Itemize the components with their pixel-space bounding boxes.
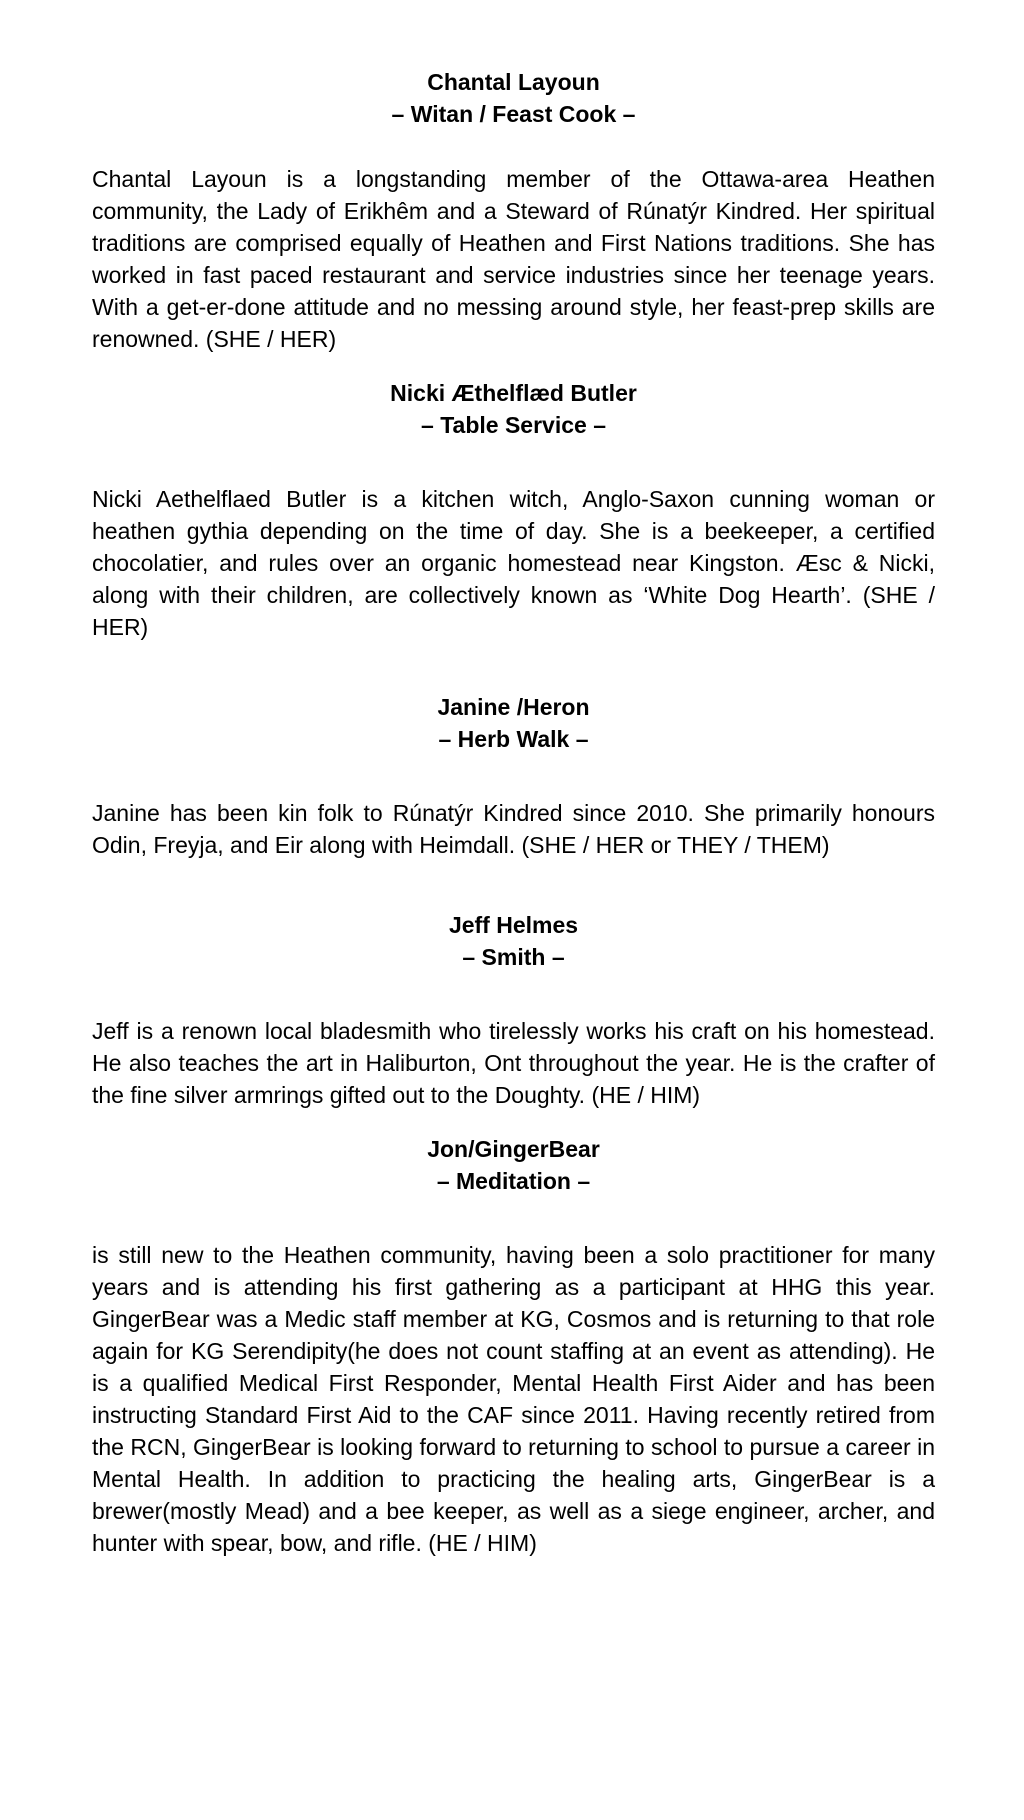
entry-jeff-helmes [92, 909, 935, 1111]
entry-role: – Witan / Feast Cook – [391, 101, 636, 127]
entry-role: – Meditation – [436, 1168, 591, 1194]
entry-jon-gingerbear [92, 1133, 935, 1559]
entry-bio: Janine has been kin folk to Rúnatýr Kindred since 2010. She primarily honours Odin, Freyja, and Eir along with Heimdall. (SHE / HER or THEY / THEM) [92, 800, 935, 858]
entry-name: Chantal Layoun [427, 69, 600, 95]
entry-name: Jon/GingerBear [427, 1136, 600, 1162]
staff-bios-page [92, 66, 935, 1559]
entry-nicki-butler [92, 377, 935, 643]
entry-bio: Nicki Aethelflaed Butler is a kitchen witch, Anglo-Saxon cunning woman or heathen gythia depending on the time of day. She is a beekeeper, a certified chocolatier, and rules over an organic homestead near Kingston. Æsc & Nicki, along with their children, are collectively known as ‘White Dog Hearth’. (SHE / HER) [92, 486, 935, 640]
entry-role: – Smith – [462, 944, 565, 970]
entry-bio: Chantal Layoun is a longstanding member of the Ottawa-area Heathen community, the Lady of Erikhêm and a Steward of Rúnatýr Kindred. Her spiritual traditions are comprised equally of Heathen and First Nations traditions. She has worked in fast paced restaurant and service industries since her teenage years. With a get-er-done attitude and no messing around style, her feast-prep skills are renowned. (SHE / HER) [92, 166, 935, 352]
entry-role: – Table Service – [421, 412, 606, 438]
entry-name: Janine /Heron [437, 694, 590, 720]
entry-name: Jeff Helmes [448, 912, 579, 938]
entry-role: – Herb Walk – [438, 726, 589, 752]
entry-bio: Jeff is a renown local bladesmith who tirelessly works his craft on his homestead. He also teaches the art in Haliburton, Ont throughout the year. He is the crafter of the fine silver armrings gifted out to the Doughty. (HE / HIM) [92, 1018, 935, 1108]
entry-bio: is still new to the Heathen community, having been a solo practitioner for many years and is attending his first gathering as a participant at HHG this year. GingerBear was a Medic staff member at KG, Cosmos and is returning to that role again for KG Serendipity(he does not count staffing at an event as attending). He is a qualified Medical First Responder, Mental Health First Aider and has been instructing Standard First Aid to the CAF since 2011. Having recently retired from the RCN, GingerBear is looking forward to returning to school to pursue a career in Mental Health. In addition to practicing the healing arts, GingerBear is a brewer(mostly Mead) and a bee keeper, as well as a siege engineer, archer, and hunter with spear, bow, and rifle. (HE / HIM) [92, 1242, 935, 1556]
entry-name: Nicki Æthelflæd Butler [390, 380, 637, 406]
entry-janine-heron [92, 691, 935, 861]
entry-chantal-layoun [92, 66, 935, 355]
